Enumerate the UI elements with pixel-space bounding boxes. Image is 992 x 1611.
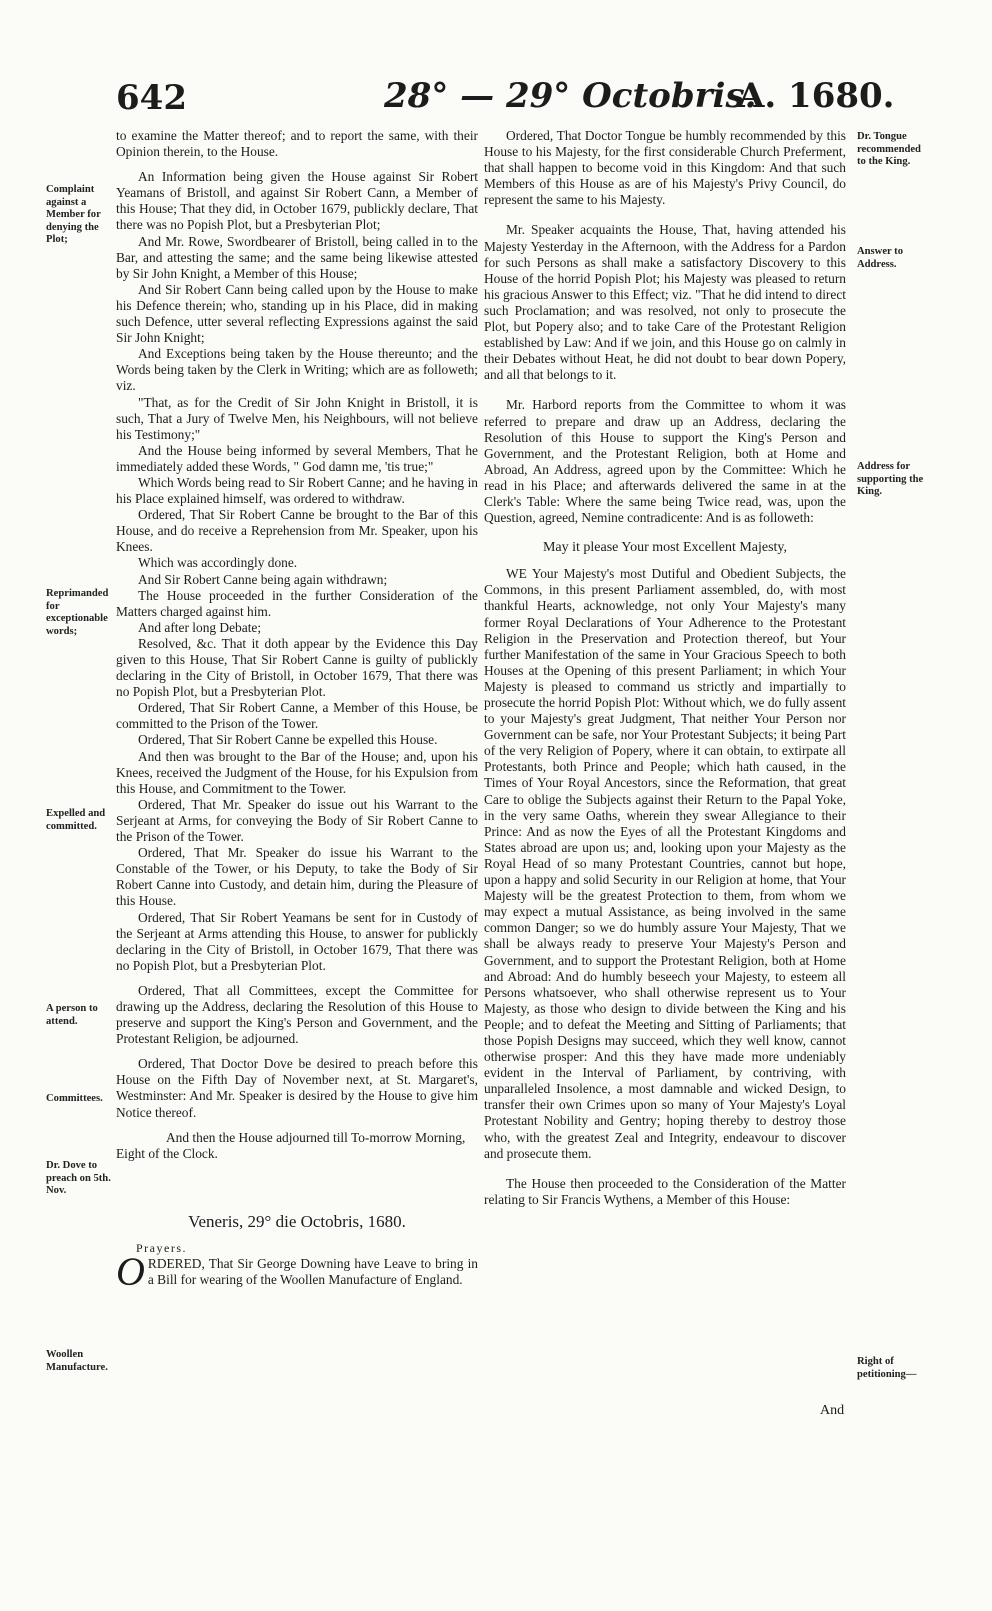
paragraph: And after long Debate;: [138, 619, 262, 635]
paragraph: Ordered, That Sir Robert Canne be brought to the Bar of this House, and do receive a Reprehension from Mr. Speaker, upon his Knees.: [116, 507, 478, 555]
paragraph: And Sir Robert Cann being called upon by the House to make his Defence therein; who, standing up in his Place, did in making such Defence, utter several reflecting Expressions against the said Sir John Knight;: [116, 281, 478, 346]
paragraph: Which was accordingly done.: [138, 555, 298, 571]
margin-note: Dr. Tongue recommended to the King.: [857, 131, 921, 167]
right-column: [484, 128, 846, 1208]
margin-note: Complaint against a Member for denying the Plot;: [46, 184, 101, 245]
paragraph: Ordered, That Doctor Dove be desired to preach before this House on the Fifth Day of November next, at St. Margaret's, Westminster: And Mr. Speaker is desired by the House to give him Notice thereof.: [116, 1056, 478, 1120]
paragraph: An Information being given the House against Sir Robert Yeamans of Bristoll, and against Sir Robert Cann, a Member of this House; That they did, in October 1679, publickly declare, That there was no Popish Plot, but a Presbyterian Plot;: [116, 169, 478, 233]
paragraph: Ordered, That Sir Robert Yeamans be sent for in Custody of the Serjeant at Arms attending this House, to answer for publickly declaring in the City of Bristoll, in October 1679, That there was no Popish Plot, but a Presbyterian Plot.: [116, 909, 478, 973]
paragraph: Ordered, That Sir Robert Canne be expelled this House.: [138, 732, 438, 748]
paragraph: And Sir Robert Canne being again withdrawn;: [138, 571, 388, 587]
margin-note: Woollen Manufacture.: [46, 1349, 108, 1373]
paragraph: Ordered, That Sir Robert Canne, a Member of this House, be committed to the Prison of the Tower.: [116, 700, 478, 732]
left-column: [116, 128, 478, 1294]
paragraph: Mr. Harbord reports from the Committee to whom it was referred to prepare and draw up an Address, declaring the Resolution of this House to support the King's Person and Government, and the Protestant Religion, both at Home and Abroad, An Address, agreed upon by the Committee: Which he read in his Place; and afterwards delivered the same in at the Clerk's Table: Where the same being Twice read, was, upon the Question, agreed, Nemine contradicente: And is as followeth:: [484, 397, 846, 526]
paragraph: Ordered, That all Committees, except the Committee for drawing up the Address, declaring the Resolution of this House to preserve and support the King's Person and Government, and the Protestant Religion, be adjourned.: [116, 982, 478, 1047]
margin-note: Right of petitioning—: [857, 1356, 917, 1380]
paragraph: Ordered, That Mr. Speaker do issue his Warrant to the Constable of the Tower, or his Deputy, to take the Body of Sir Robert Canne into Custody, and detain him, during the Pleasure of this House.: [116, 845, 478, 909]
drop-cap: O: [116, 1249, 145, 1294]
paragraph: Mr. Speaker acquaints the House, That, having attended his Majesty Yesterday in the Afternoon, with the Address for a Pardon for such Persons as shall make a satisfactory Discovery to this House of the horrid Popish Plot; his Majesty was pleased to return his gracious Answer to this Effect; viz. "That he did intend to direct such Proclamation; and was resolved, not only to prosecute the Plot, but Popery also; and to take Care of the Protestant Religion established by Law: And if we join, and this House go on calmly in their Debates without Heat, he did not doubt to bear down Popery, and all that belongs to it.: [484, 222, 846, 383]
paragraph: Ordered, That Doctor Tongue be humbly recommended by this House to his Majesty, for the first considerable Church Preferment, that shall happen to become void in this Kingdom: And that such Members of this House as are of his Majesty's Privy Council, do represent the same to his Majesty.: [484, 128, 846, 208]
prayers-heading: Prayers.: [136, 1240, 187, 1255]
adjournment: And then the House adjourned till To-morrow Morning, Eight of the Clock.: [116, 1129, 466, 1161]
page-header: [0, 72, 992, 122]
margin-note: Committees.: [46, 1093, 103, 1104]
paragraph: The House then proceeded to the Consideration of the Matter relating to Sir Francis Wythens, a Member of this House:: [484, 1175, 846, 1207]
paragraph: And then was brought to the Bar of the House; and, upon his Knees, received the Judgment of the House, for his Expulsion from this House, and Commitment to the Tower.: [116, 748, 478, 796]
paragraph: And Exceptions being taken by the House thereunto; and the Words being taken by the Clerk in Writing; which are as followeth; viz.: [116, 346, 478, 394]
margin-note: Answer to Address.: [857, 246, 904, 270]
catchword: And: [820, 1403, 845, 1418]
page-number: 642: [116, 78, 187, 118]
address-salutation: May it please Your most Excellent Majesty,: [542, 540, 788, 556]
margin-note: Expelled and committed.: [46, 808, 106, 832]
paragraph: The House proceeded in the further Consideration of the Matters charged against him.: [116, 587, 478, 619]
header-year: A. 1680.: [738, 76, 895, 116]
paragraph: And Mr. Rowe, Swordbearer of Bristoll, being called in to the Bar, and attesting the same; and the same being likewise attested by Sir John Knight, a Member of this House;: [116, 233, 478, 281]
paragraph: "That, as for the Credit of Sir John Knight in Bristoll, it is such, That a Jury of Twelve Men, his Neighbours, will not believe his Testimony;": [116, 394, 478, 442]
margin-note: Address for supporting the King.: [857, 461, 924, 497]
margin-note: Reprimanded for exceptionable words;: [46, 588, 109, 637]
paragraph: And the House being informed by several Members, That he immediately added these Words, " God damn me, 'tis true;": [116, 442, 478, 474]
paragraph: Which Words being read to Sir Robert Canne; and he having in his Place explained himself, was ordered to withdraw.: [116, 474, 478, 507]
paragraph: Resolved, &c. That it doth appear by the Evidence this Day given to this House, That Sir Robert Canne is guilty of publickly declaring in the City of Bristoll, in October 1679, That there was no Popish Plot, but a Presbyterian Plot.: [116, 635, 478, 700]
margin-note: A person to attend.: [46, 1003, 98, 1027]
margin-note: Dr. Dove to preach on 5th. Nov.: [46, 1160, 111, 1196]
paragraph-text: RDERED, That Sir George Downing have Leave to bring in a Bill for wearing of the Woollen Manufacture of England.: [147, 1256, 478, 1288]
session-heading: Veneris, 29° die Octobris, 1680.: [188, 1211, 406, 1231]
paragraph: to examine the Matter thereof; and to report the same, with their Opinion therein, to the House.: [116, 128, 478, 160]
paragraph: [116, 1249, 478, 1294]
header-date: 28° — 29° Octobris.: [384, 76, 757, 116]
paragraph: WE Your Majesty's most Dutiful and Obedient Subjects, the Commons, in this present Parliament assembled, do, with most thankful Hearts, acknowledge, not only Your Majesty's many former Royal Declarations of Your Adherence to the Protestant Religion in the Preservation and Protection thereof, but Your further Manifestation of the same in Your Gracious Speech to both Houses at the Opening of this present Parliament; in which Your Majesty is pleased to command us strictly and impartially to prosecute the horrid Popish Plot: Without which, we do fully assent to your Majesty's great Judgment, That neither Your Person nor Government can be safe, nor Your Protestant Subjects; it being Part of the very Religion of Popery, where it can obtain, to extirpate all Protestants, both Prince and People; which hath caused, in the Times of Your Royal Ancestors, since the Reformation, that great Care to oblige the Subjects against their Return to the Papal Yoke, in the very same Oaths, wherein they swear Allegiance to their Prince: And as now the Eyes of all the Protestant Kingdoms and States abroad are upon us; and, looking upon your Majesty as the Royal Head of so many Protestant Countries, cannot but hope, upon a happy and solid Security in our Religion at home, that Your Majesty will be the greatest Protection to them, from whom we may expect a mutual Assistance, as being involved in the same common Danger; so we do humbly assure Your Majesty, That we shall be always ready to preserve Your Majesty's Person and Government, and to support the Protestant Religion, both at Home and Abroad: And do humbly beseech your Majesty, to esteem all Persons whatsoever, who shall otherwise represent us to Your Majesty, as those who design to divide between the King and his People; and to defeat the Meeting and Sitting of Parliaments; that those Popish Designs may succeed, which they well know, cannot otherwise prosper: And this they have made more undeniably evident in the Interval of Parliament, by contriving, with unparalleled Insolence, a most damnable and wicked Design, to transfer their own Crimes upon so many of Your Majesty's Loyal Protestant Nobility and Gentry; hoping thereby to destroy those who, with the greatest Zeal and Integrity, endeavour to discover and prosecute them.: [484, 566, 846, 1161]
paragraph: Ordered, That Mr. Speaker do issue out his Warrant to the Serjeant at Arms, for conveying the Body of Sir Robert Canne to the Prison of the Tower.: [116, 796, 478, 845]
